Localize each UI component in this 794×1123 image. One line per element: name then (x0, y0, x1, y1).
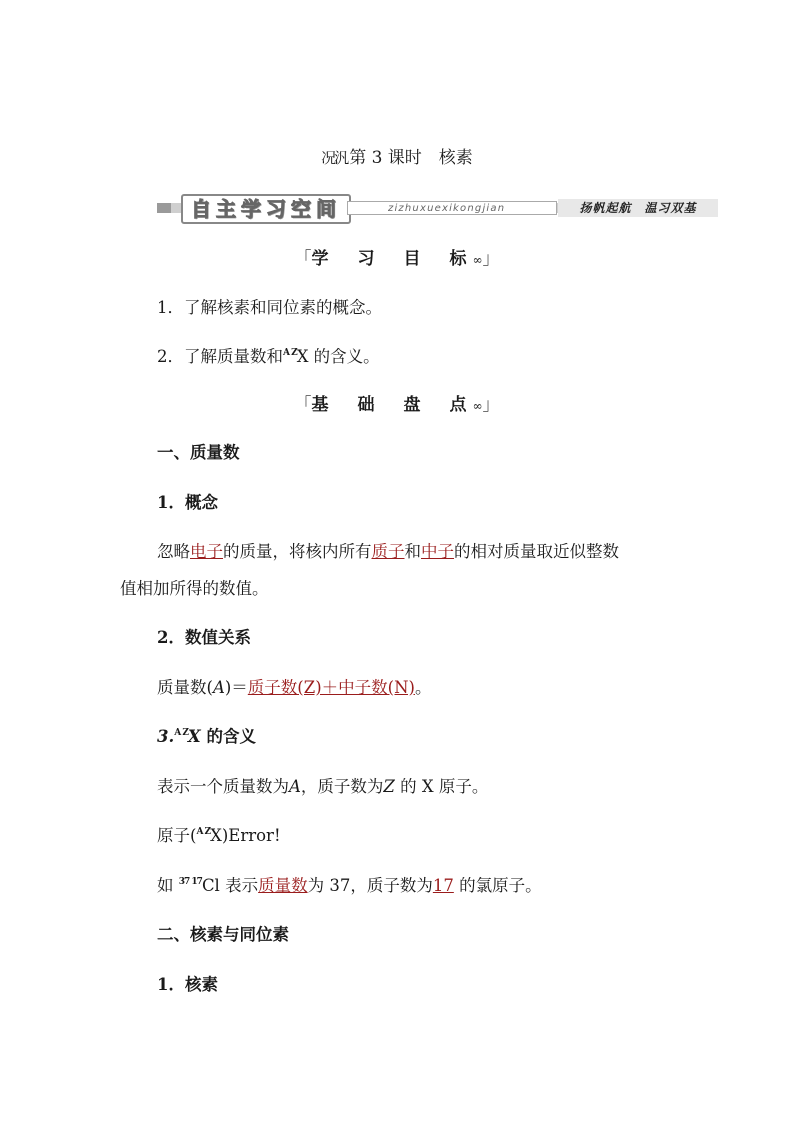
atom-line: 原子($^{A Z}$X)Error! (157, 826, 281, 845)
answer-electron: 电子 (190, 542, 223, 561)
answer-neutron: 中子 (421, 542, 454, 561)
section-banner (157, 194, 718, 222)
answer-proton: 质子 (371, 542, 405, 561)
page-title (0, 143, 794, 168)
part1-s1-heading: 1．概念 (157, 493, 218, 512)
part1-heading: 一、质量数 (157, 443, 240, 462)
isotope-superscript: A Z (283, 348, 297, 358)
answer-relation: 质子数(Z)＋中子数(N) (247, 678, 415, 697)
infinity-icon: ∞ (472, 399, 483, 413)
title-text: 第 3 课时 核素 (349, 148, 473, 168)
section-goals-title: 学 习 目 标 (311, 249, 473, 269)
goal-item-1: 1．了解核素和同位素的概念。 (157, 298, 382, 317)
part1-s2-heading: 2．数值关系 (157, 628, 251, 647)
goal-item-2: 2．了解质量数和$^{A Z}$X 的含义。 (157, 347, 380, 366)
section-basics-title: 基 础 盘 点 (311, 395, 473, 415)
banner-pinyin: zizhuxuexikongjian (347, 201, 557, 215)
banner-main-label: 自主学习空间 (181, 194, 351, 224)
infinity-icon: ∞ (472, 253, 483, 267)
part1-s3-heading: 3.$^{A Z}$X 的含义 (157, 727, 256, 746)
section-goals-heading: 「学 习 目 标∞」 (294, 249, 500, 269)
banner-left-tick (157, 203, 171, 213)
answer-proton-count: 17 (432, 876, 454, 895)
concept-paragraph-line2: 值相加所得的数值。 (120, 579, 269, 598)
part2-s1-heading: 1．核素 (157, 975, 218, 994)
relation-line: 质量数(A)＝质子数(Z)＋中子数(N)。 (157, 678, 432, 697)
answer-mass-number: 质量数 (258, 876, 308, 895)
example-line: 如 $^{37 17}$Cl 表示质量数为 37，质子数为17 的氯原子。 (157, 876, 542, 895)
concept-paragraph-line1: 忽略电子的质量，将核内所有质子和中子的相对质量取近似整数 (157, 542, 619, 561)
section-basics-heading: 「基 础 盘 点∞」 (294, 395, 500, 415)
banner-slogan: 扬帆起航 温习双基 (558, 199, 718, 217)
title-prefix: 况汎 (321, 149, 348, 167)
meaning-line: 表示一个质量数为A，质子数为Z 的 X 原子。 (157, 777, 489, 796)
part2-heading: 二、核素与同位素 (157, 925, 289, 944)
